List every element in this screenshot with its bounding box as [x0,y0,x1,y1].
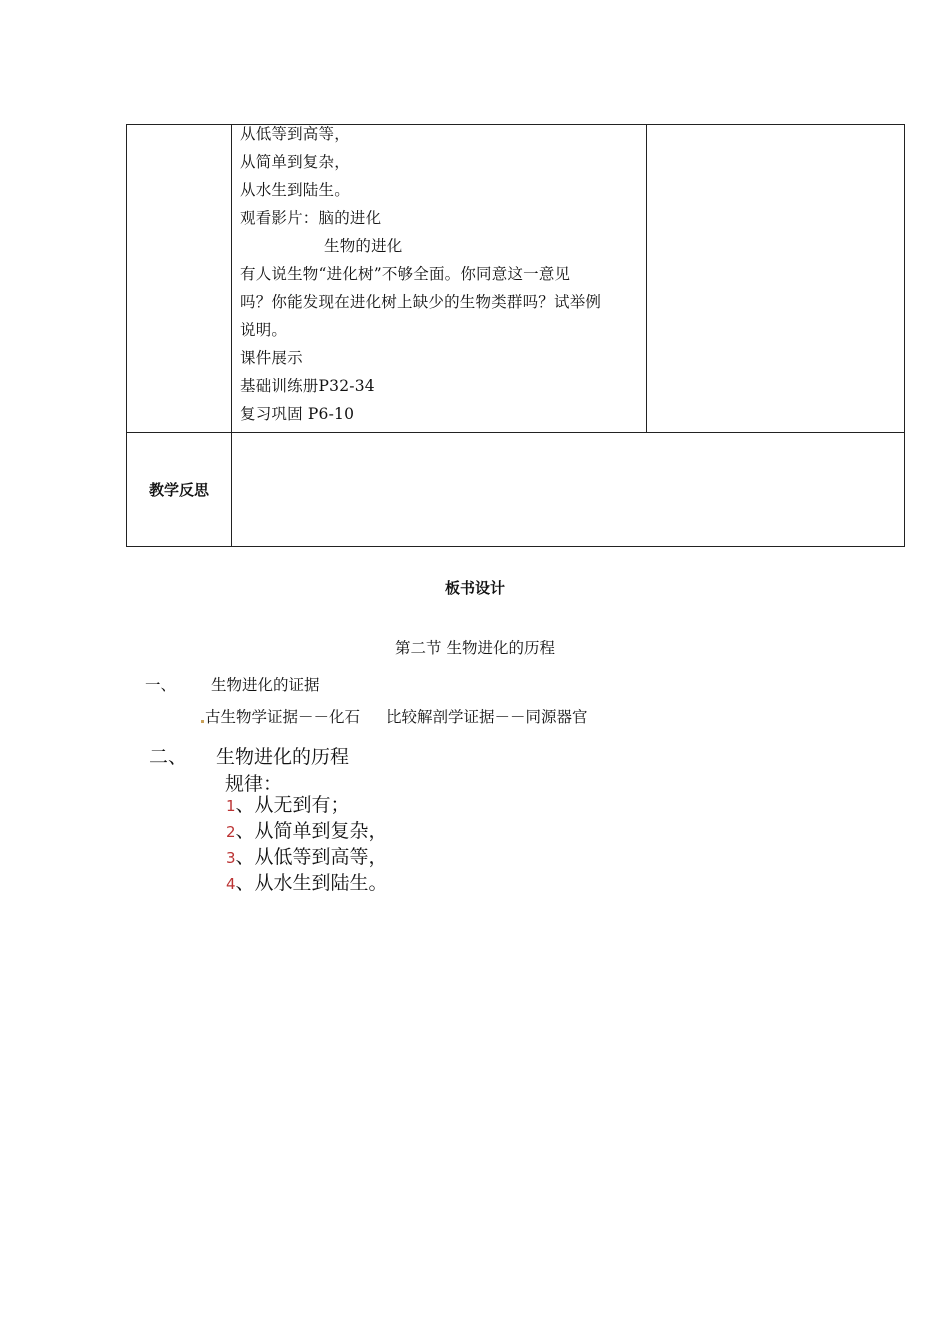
lesson-table [126,124,905,547]
bullet-mark [201,720,204,723]
process-line: 生物的进化 [324,237,403,255]
fossil-evidence: 古生物学证据－－化石 [205,708,361,726]
process-line: 课件展示 [240,349,303,367]
point-two-number: 二、 [149,746,188,768]
table-column-divider [646,125,647,433]
list-text: 、从低等到高等， [235,846,388,868]
anatomy-evidence: 比较解剖学证据－－同源器官 [386,708,588,726]
rule-list [226,794,388,898]
process-line: 有人说生物“进化树”不够全面。你同意这一意见 [240,265,571,283]
board-design-title: 板书设计 [444,579,505,597]
point-two-title: 生物进化的历程 [216,746,350,768]
list-number: 4 [226,875,236,893]
list-number: 1 [226,797,236,815]
process-line: 基础训练册P32-34 [240,377,375,395]
process-line: 复习巩固 P6-10 [240,405,355,423]
table-column-divider [231,125,232,546]
teaching-process-cell [240,125,640,433]
list-number: 3 [226,849,236,867]
point-one-number: 一、 [145,676,177,694]
reflection-label: 教学反思 [148,481,209,499]
list-item [226,820,388,846]
evidence-line [201,705,588,727]
process-line: 吗？你能发现在进化树上缺少的生物类群吗？试举例 [240,293,602,311]
point-two [149,742,350,769]
process-line: 观看影片：脑的进化 [240,209,382,227]
process-line: 从简单到复杂， [240,153,350,171]
process-line: 从低等到高等， [240,125,350,143]
point-one [145,673,320,695]
point-one-title: 生物进化的证据 [211,676,320,694]
list-number: 2 [226,823,236,841]
list-item [226,794,388,820]
list-item [226,846,388,872]
list-text: 、从水生到陆生。 [235,872,388,894]
list-text: 、从无到有； [235,794,350,816]
rule-label: 规律： [225,773,283,795]
process-line: 从水生到陆生。 [240,181,350,199]
list-text: 、从简单到复杂， [235,820,388,842]
list-item [226,872,388,898]
section-title: 第二节 生物进化的历程 [395,639,555,657]
process-line: 说明。 [240,321,288,339]
